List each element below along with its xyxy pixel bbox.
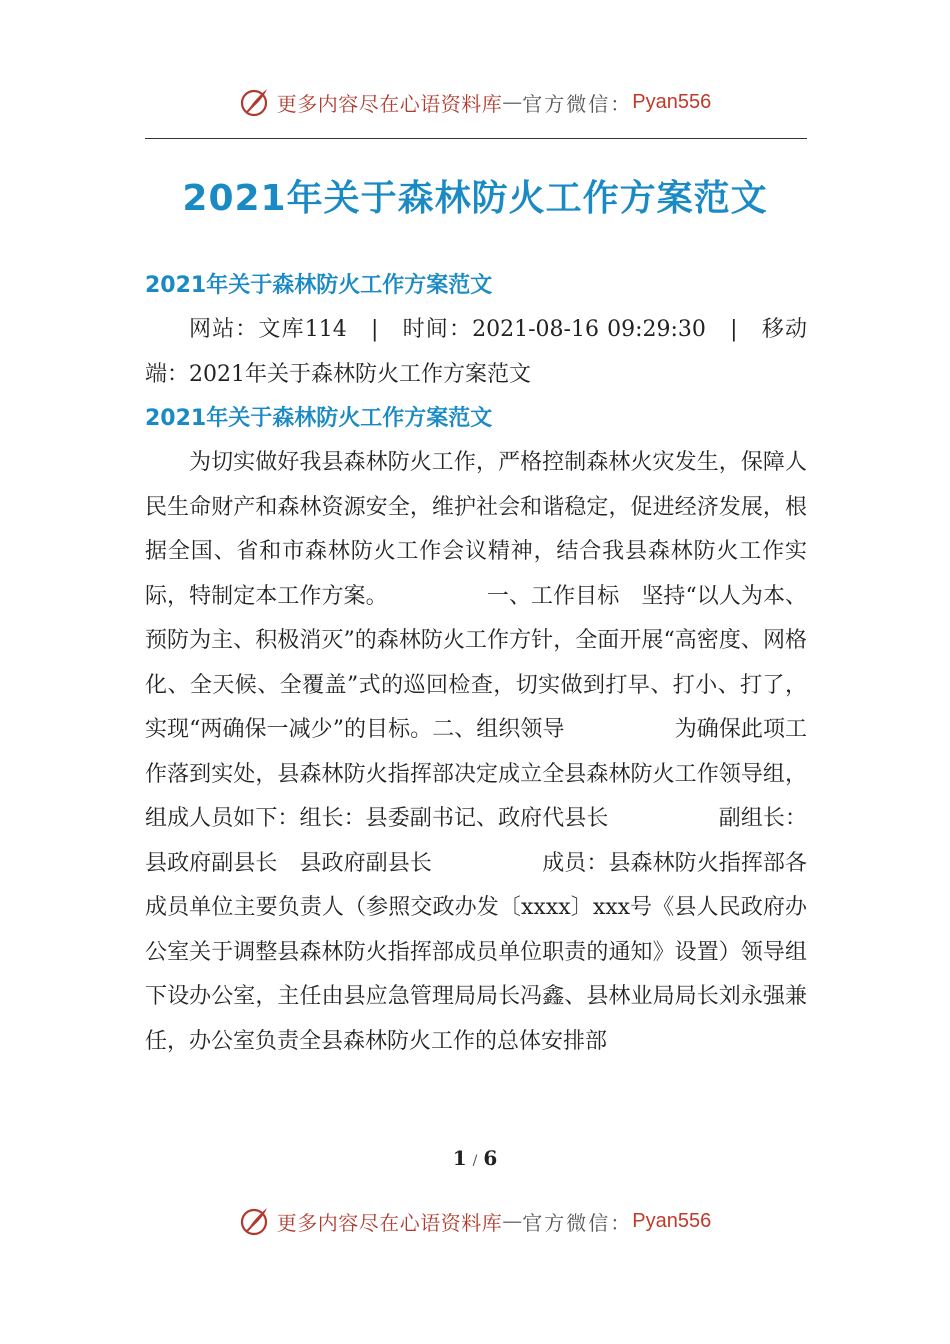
banner-wechat-id: Pyan556	[632, 1209, 712, 1232]
quill-pen-logo-icon	[239, 85, 273, 119]
document-content	[145, 264, 807, 1064]
footer-banner	[0, 1201, 950, 1241]
page-number	[0, 1146, 950, 1170]
banner-wechat-label: 官方微信：	[522, 1210, 633, 1235]
header-banner	[0, 82, 950, 122]
meta-info: 网站：文库114 | 时间：2021-08-16 09:29:30 | 移动端：2021年关于森林防火工作方案范文	[145, 317, 807, 387]
subheading-2: 2021年关于森林防火工作方案范文	[145, 406, 493, 431]
banner-wechat-id: Pyan556	[632, 90, 712, 113]
document-title: 2021年关于森林防火工作方案范文	[182, 178, 768, 219]
banner-text: 更多内容尽在心语资料库	[276, 1210, 503, 1235]
header-divider	[145, 138, 807, 139]
banner-text: 更多内容尽在心语资料库	[276, 91, 503, 116]
banner-dash: —	[502, 90, 523, 114]
banner-dash: —	[502, 1209, 523, 1233]
page-total: 6	[483, 1146, 498, 1170]
body-paragraph: 为切实做好我县森林防火工作，严格控制森林火灾发生，保障人民生命财产和森林资源安全，维护社会和谐稳定，促进经济发展，根据全国、省和市森林防火工作会议精神，结合我县森林防火工作实际，特制定本工作方案。 一、工作目标 坚持“以人为本、预防为主、积极消灭”的森林防火工作方针，全面开展“高密度、网格化、全天候、全覆盖”式的巡回检查，切实做到打早、打小、打了，实现“两确保一减少”的目标。二、组织领导 为确保此项工作落到实处，县森林防火指挥部决定成立全县森林防火工作领导组，组成人员如下：组长：县委副书记、政府代县长 副组长：县政府副县长 县政府副县长 成员：县森林防火指挥部各成员单位主要负责人（参照交政办发〔xxxx〕xxx号《县人民政府办公室关于调整县森林防火指挥部成员单位职责的通知》设置）领导组下设办公室，主任由县应急管理局局长冯鑫、县林业局局长刘永强兼任，办公室负责全县森林防火工作的总体安排部	[145, 450, 807, 1054]
banner-wechat-label: 官方微信：	[522, 91, 633, 116]
quill-pen-logo-icon	[239, 1204, 273, 1238]
page-current: 1	[452, 1146, 467, 1170]
page-separator: /	[472, 1153, 478, 1169]
subheading-1: 2021年关于森林防火工作方案范文	[145, 273, 493, 298]
